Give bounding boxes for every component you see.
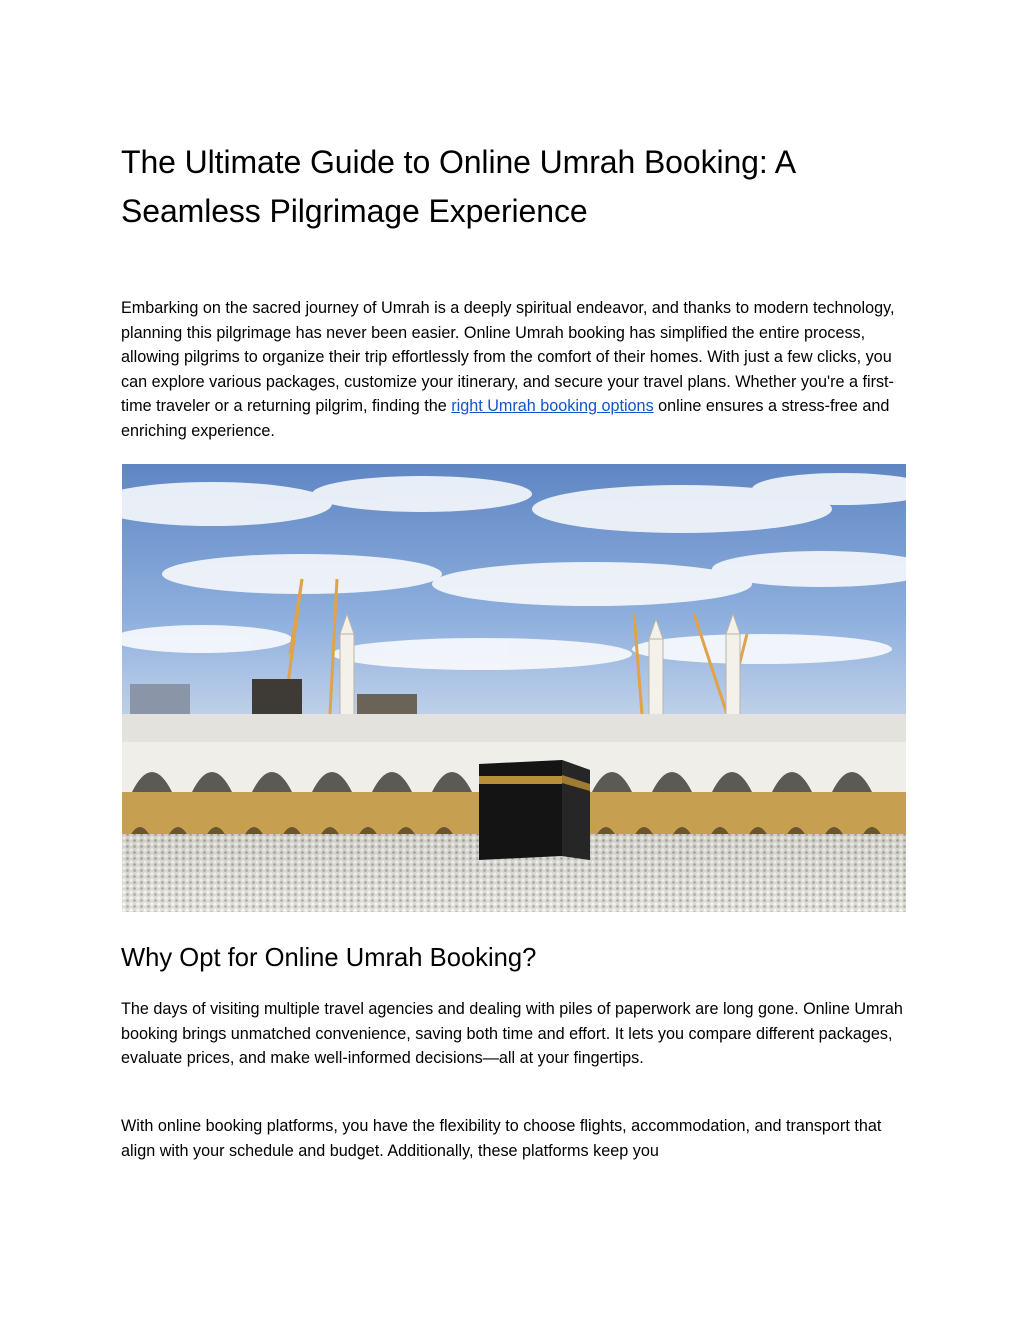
section-heading: Why Opt for Online Umrah Booking? [121, 944, 537, 972]
umrah-booking-options-link[interactable]: right Umrah booking options [451, 397, 654, 416]
intro-text-after-link: online ensures a stress-free and enriching experience. [121, 397, 890, 440]
intro-text-before-link: Embarking on the sacred journey of Umrah is a deeply spiritual endeavor, and thanks to modern technology, planning this pilgrimage has never been easier. Online Umrah booking has simplified the entire process, allowing pilgrims to organize their trip effortlessly from the comfort of their homes. With just a few clicks, you can explore various packages, customize your itinerary, and secure your travel plans. Whether you're a first-time traveler or a returning pilgrim, finding the [121, 299, 895, 416]
paragraph-convenience: The days of visiting multiple travel agencies and dealing with piles of paperwork are long gone. Online Umrah booking brings unmatched convenience, saving both time and effort. It lets you compare different packages, evaluate prices, and make well-informed decisions—all at your fingertips. [121, 1000, 903, 1068]
document-title: The Ultimate Guide to Online Umrah Booking: A Seamless Pilgrimage Experience [121, 144, 795, 229]
kaaba-photo [122, 464, 906, 912]
paragraph-flexibility: With online booking platforms, you have the flexibility to choose flights, accommodation, and transport that align with your schedule and budget. Additionally, these platforms keep you [121, 1117, 882, 1160]
intro-paragraph [121, 296, 911, 444]
kaaba [479, 760, 590, 860]
